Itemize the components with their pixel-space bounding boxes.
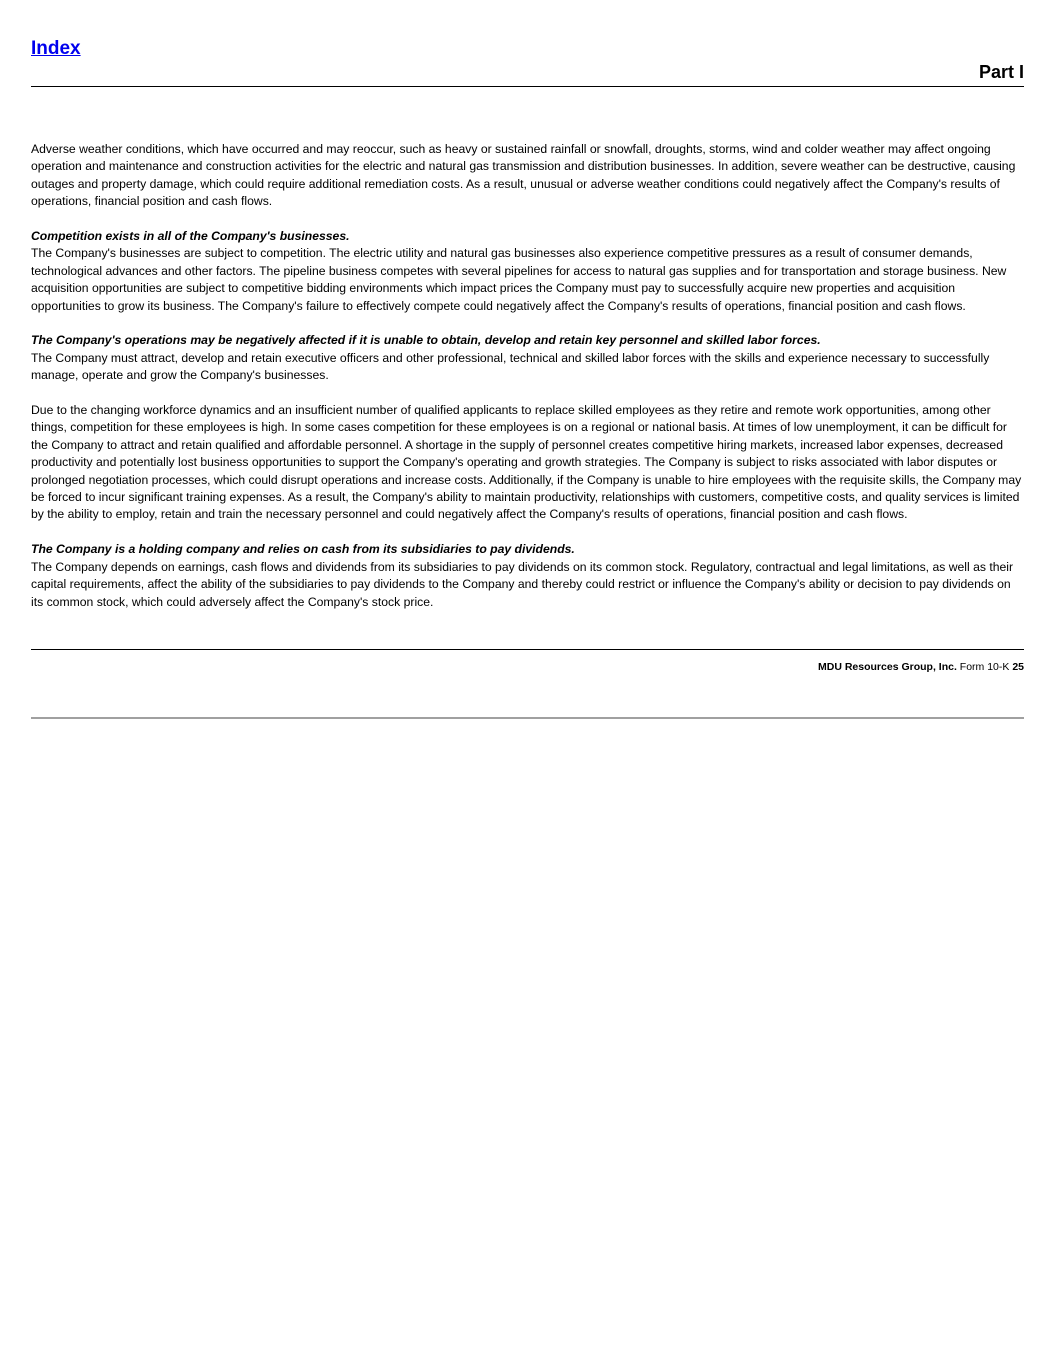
footer-divider (31, 649, 1024, 650)
header-divider (31, 86, 1024, 87)
paragraph-holding-company: The Company depends on earnings, cash flows and dividends from its subsidiaries to pay dividends on its common stock. Regulatory, contractual and legal limitations, as well as their capital requirements, affect the ability of the subsidiaries to pay dividends to the Company and thereby could restrict or influence the Company's ability or decision to pay dividends on its common stock, which could adversely affect the Company's stock price. (31, 559, 1014, 609)
paragraph-personnel-2: Due to the changing workforce dynamics and an insufficient number of qualified applicants to replace skilled employees as they retire and remote work opportunities, among other things, competition for these employees is high. In some cases competition for these employees is on a regional or national basis. At times of low unemployment, it can be difficult for the Company to attract and retain qualified and affordable personnel. A shortage in the supply of personnel creates competitive hiring markets, increased labor expenses, decreased productivity and potentially lost business opportunities to support the Company's operating and growth strategies. The Company is subject to risks associated with labor disputes or prolonged negotiation processes, which could disrupt operations and increase costs. Additionally, if the Company is unable to hire employees with the requisite skills, the Company may be forced to incur significant training expenses. As a result, the Company's ability to maintain productivity, relationships with customers, competitive costs, and quality services is limited by the ability to employ, retain and train the necessary personnel and could negatively affect the Company's results of operations, financial position and cash flows. (31, 403, 1022, 522)
heading-holding-company: The Company is a holding company and relies on cash from its subsidiaries to pay dividends. (31, 542, 575, 557)
heading-competition: Competition exists in all of the Company's businesses. (31, 229, 350, 244)
paragraph-personnel-1: The Company must attract, develop and retain executive officers and other professional, technical and skilled labor forces with the skills and experience necessary to successfully manage, operate and grow the Company's businesses. (31, 350, 990, 383)
footer-page-number: 25 (1012, 661, 1024, 673)
body-text (31, 141, 1024, 611)
paragraph-weather: Adverse weather conditions, which have occurred and may reoccur, such as heavy or sustained rainfall or snowfall, droughts, storms, wind and colder weather may affect ongoing operation and maintenance and construction activities for the electric and natural gas transmission and distribution businesses. In addition, severe weather can be destructive, causing outages and property damage, which could require additional remediation costs. As a result, unusual or adverse weather conditions could negatively affect the Company's results of operations, financial position and cash flows. (31, 142, 1016, 209)
page-footer (818, 661, 1024, 673)
paragraph-competition: The Company's businesses are subject to competition. The electric utility and natural gas businesses also experience competitive pressures as a result of consumer demands, technological advances and other factors. The pipeline business competes with several pipelines for access to natural gas supplies and for transportation and storage business. New acquisition opportunities are subject to competitive bidding environments which impact prices the Company must pay to successfully acquire new properties and acquisition opportunities to grow its business. The Company's failure to effectively compete could negatively affect the Company's results of operations, financial position and cash flows. (31, 246, 1007, 313)
part-label: Part I (978, 62, 1024, 82)
heading-personnel: The Company's operations may be negatively affected if it is unable to obtain, develop and retain key personnel and skilled labor forces. (31, 333, 821, 348)
index-link[interactable]: Index (31, 38, 81, 59)
footer-company: MDU Resources Group, Inc. (818, 661, 957, 673)
footer-form: Form 10-K (959, 661, 1010, 673)
page-end-divider (31, 717, 1024, 719)
